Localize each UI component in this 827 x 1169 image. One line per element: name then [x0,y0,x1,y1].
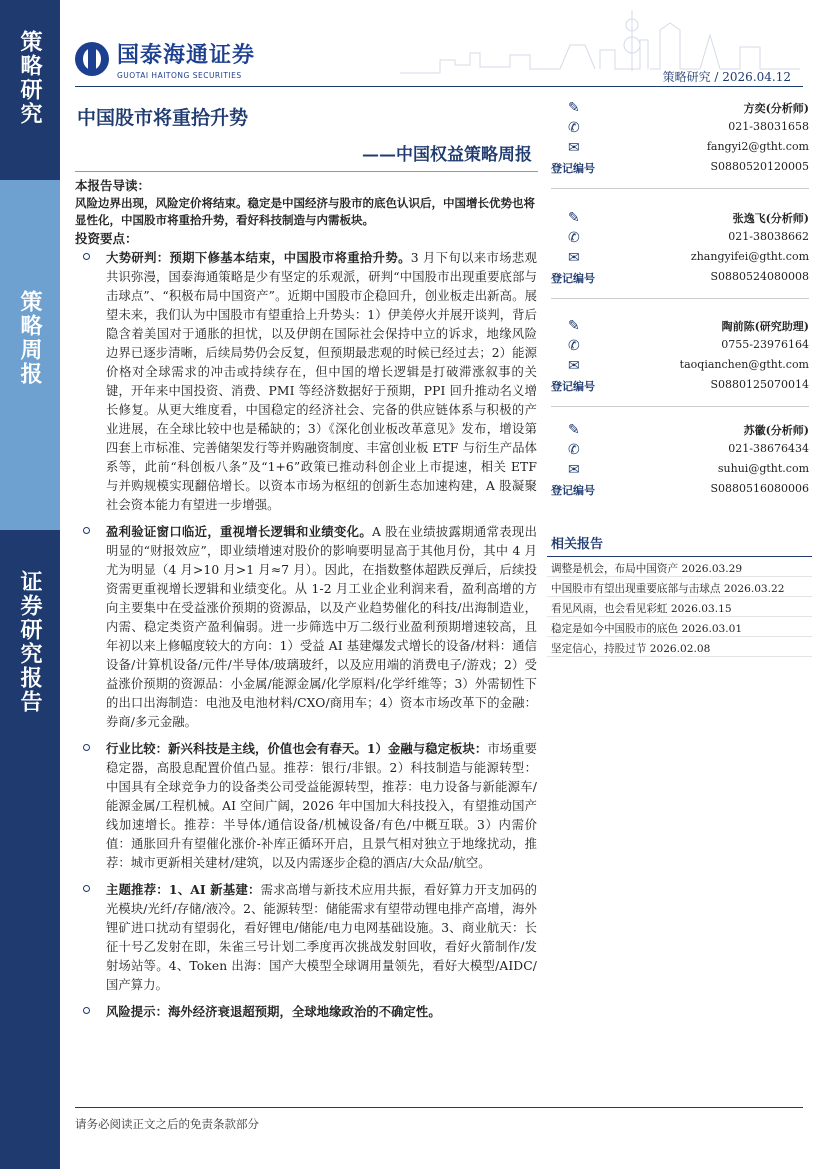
meta-separator: / [714,70,719,84]
city-skyline-illustration [400,5,800,75]
analyst-divider [551,188,809,189]
report-title: 中国股市将重拾升势 [77,107,249,129]
logo-name-cn: 国泰海通证券 [117,43,256,68]
analyst-email[interactable]: suhui@gtht.com [717,462,809,475]
analyst-registration: S0880516080006 [710,482,809,495]
bullet-earnings-window [75,522,537,732]
analyst-phone: 021-38031658 [728,120,809,133]
analyst-name: 陶前陈(研究助理) [721,320,809,333]
sidebar-securities-report-label: 证券研究报告 [17,570,43,714]
bullet-lead: 行业比较：新兴科技是主线，价值也会有春天。1）金融与稳定板块： [106,741,488,756]
analyst-name: 张逸飞(分析师) [732,212,809,225]
analyst-email[interactable]: taoqianchen@gtht.com [679,358,809,371]
sidebar-block-securities-report [0,530,60,1169]
bullet-icon [83,885,90,892]
bullet-lead: 主题推荐：1、AI 新基建： [106,882,261,897]
analyst-card [551,210,809,290]
logo-mark-icon [75,42,109,76]
header-divider [75,86,803,87]
bullet-text: 市场重要稳定器，高股息配置价值凸显。推荐：银行/非银。2）科技制造与能源转型：中国具有全球竞争力的设备类公司受益能源转型，推荐：电力设备与新能源车/能源金属/工程机械。AI 空间广阔，2026 年中国加大科技投入，有望推动国产线加速增长。推荐：半导体/通信设备/机械设备/有色/中概互联。3）内需价值：通胀回升有望催化涨价-补库正循环开启，且景气相对独立于地缘扰动，推荐：城市更新相关建材/建筑，以及内需逐步企稳的酒店/大众品/航空。 [106,742,537,870]
report-subtitle: ——中国权益策略周报 [362,145,532,165]
bullet-icon [83,744,90,751]
phone-icon: ✆ [568,120,580,136]
user-icon: ✎ [568,422,580,438]
email-icon: ✉ [568,462,580,478]
bullet-industry-comparison [75,739,537,873]
footer-divider [75,1107,803,1108]
phone-icon: ✆ [568,442,580,458]
bullet-lead: 风险提示：海外经济衰退超预期，全球地缘政治的不确定性。 [106,1004,441,1019]
bullet-lead: 大势研判：预期下修基本结束，中国股市将重拾升势。 [106,250,411,265]
bullet-icon [83,527,90,534]
intro-text: 风险边界出现，风险定价将结束。稳定是中国经济与股市的底色认识后，中国增长优势也将显性化，中国股市将重拾升势，看好科技制造与内需板块。 [75,196,535,227]
bullet-lead: 盈利验证窗口临近，重视增长逻辑和业绩变化。 [106,524,372,539]
registration-label: 登记编号 [551,162,595,175]
analyst-divider [551,406,809,407]
footer-disclaimer: 请务必阅读正文之后的免责条款部分 [75,1117,259,1131]
related-reports-heading: 相关报告 [547,533,812,557]
report-category-date [663,68,791,85]
phone-icon: ✆ [568,230,580,246]
analyst-card [551,422,809,502]
bullet-text: 3 月下旬以来市场悲观共识弥漫，国泰海通策略是少有坚定的乐观派，研判“中国股市出现重要底部与击球点”、“积极布局中国资产”。近期中国股市企稳回升，创业板走出新高。展望未来，我们认为中国股市有望重拾上升势头：1）伊美停火并展开谈判，背后隐含着美国对于通胀的担忧，以及伊朗在国际社会保持中立的诉求，地缘风险边界已逐步清晰，后续局势仍会反复，但预期最悲观的时候已经过去；2）能源价格对全球需求的冲击或持续存在，但中国的增长逻辑是打破滞涨叙事的关键，开年来中国投资、消费、PMI 等经济数据好于预期，PPI 回升推动名义增长修复。从更大维度看，中国稳定的经济社会、完备的供应链体系与积极的产业进展，在全球比较中也是稀缺的；3）《深化创业板改革意见》发布，增设第四套上市标准、完善储架发行等并购融资制度、丰富创业板 ETF 与衍生产品体系等，此前“科创板八条”及“1+6”政策已推动科创企业上市提速，相关 ETF 与并购规模实现翻倍增长。以资本市场为枢纽的创新生态加速构建，A 股凝聚社会资本能力有望进一步增强。 [106,251,537,512]
report-date: 2026.04.12 [722,70,791,84]
user-icon: ✎ [568,100,580,116]
related-reports [547,533,812,657]
analyst-phone: 021-38676434 [728,442,809,455]
bullet-icon [83,253,90,260]
related-report-link[interactable]: 看见风雨，也会看见彩虹 2026.03.15 [547,597,812,617]
logo-name-en: GUOTAI HAITONG SECURITIES [117,71,242,80]
phone-icon: ✆ [568,338,580,354]
email-icon: ✉ [568,250,580,266]
intro-heading: 本报告导读： [75,178,151,193]
sidebar-block-strategy-weekly [0,180,60,530]
bullet-market-outlook [75,248,537,515]
analyst-name: 苏徽(分析师) [743,424,809,437]
analyst-email[interactable]: fangyi2@gtht.com [706,140,809,153]
related-report-link[interactable]: 中国股市有望出现重要底部与击球点 2026.03.22 [547,577,812,597]
related-report-link[interactable]: 坚定信心，持股过节 2026.02.08 [547,637,812,657]
analyst-email[interactable]: zhangyifei@gtht.com [690,250,809,263]
sidebar [0,0,60,1169]
registration-label: 登记编号 [551,272,595,285]
user-icon: ✎ [568,318,580,334]
bullet-text: 需求高增与新技术应用共振，看好算力开支加码的光模块/光纤/存储/液冷。2、能源转型：储能需求有望带动锂电排产高增，海外锂矿进口扰动有望弱化，看好锂电/储能/电力电网基础设施。3、商业航天：长征十号乙发射在即，朱雀三号计划二季度再次挑战发射回收，看好火箭制作/发射场站等。4、Token 出海：国产大模型全球调用量领先，看好大模型/AIDC/国产算力。 [106,883,538,992]
sidebar-strategy-research-label: 策略研究 [17,30,43,126]
sidebar-strategy-weekly-label: 策略周报 [17,290,43,386]
email-icon: ✉ [568,140,580,156]
analyst-divider [551,298,809,299]
related-report-link[interactable]: 稳定是如今中国股市的底色 2026.03.01 [547,617,812,637]
analyst-card [551,318,809,398]
registration-label: 登记编号 [551,380,595,393]
analyst-name: 方奕(分析师) [743,102,809,115]
company-logo [75,38,255,80]
bullet-text: A 股在业绩披露期通常表现出明显的“财报效应”，即业绩增速对股价的影响要明显高于其他月份，其中 4 月尤为明显（4 月>10 月>1 月≈7 月）。因此，在指数整体超跌反弹后，后续投资需更重视增长逻辑和业绩变化。从 1-2 月工业企业利润来看，盈利高增的方向主要集中在受益涨价预期的资源品，以及产业趋势催化的科技/出海制造业，内需、稳定类资产盈利偏弱。进一步筛选中万二级行业盈利预期增速较高，且年初以来上修幅度较大的方向：1）受益 AI 基建爆发式增长的设备/材料：通信设备/计算机设备/元件/半导体/玻璃玻纤，以及应用端的消费电子/游戏；2）受益涨价预期的资源品：小金属/能源金属/化学原料/化学纤维等；3）外需韧性下的出口出海制造：电池及电池材料/CXO/商用车；4）资本市场改革下的金融：券商/多元金融。 [106,525,537,729]
bullet-icon [83,1007,90,1014]
registration-label: 登记编号 [551,484,595,497]
analyst-registration: S0880520120005 [710,160,809,173]
analyst-phone: 0755-23976164 [721,338,809,351]
user-icon: ✎ [568,210,580,226]
analyst-registration: S0880125070014 [710,378,809,391]
related-report-link[interactable]: 调整是机会，布局中国资产 2026.03.29 [547,557,812,577]
bullet-theme-recommendations [75,880,537,995]
bullet-risk-warning [75,1002,537,1022]
email-icon: ✉ [568,358,580,374]
analyst-registration: S0880524080008 [710,270,809,283]
title-divider [75,171,538,172]
main-content [75,176,537,1029]
analyst-phone: 021-38038662 [728,230,809,243]
investment-highlights-heading: 投资要点： [75,231,138,246]
sidebar-block-strategy-research [0,0,60,180]
analyst-card [551,100,809,180]
report-category: 策略研究 [662,70,711,84]
